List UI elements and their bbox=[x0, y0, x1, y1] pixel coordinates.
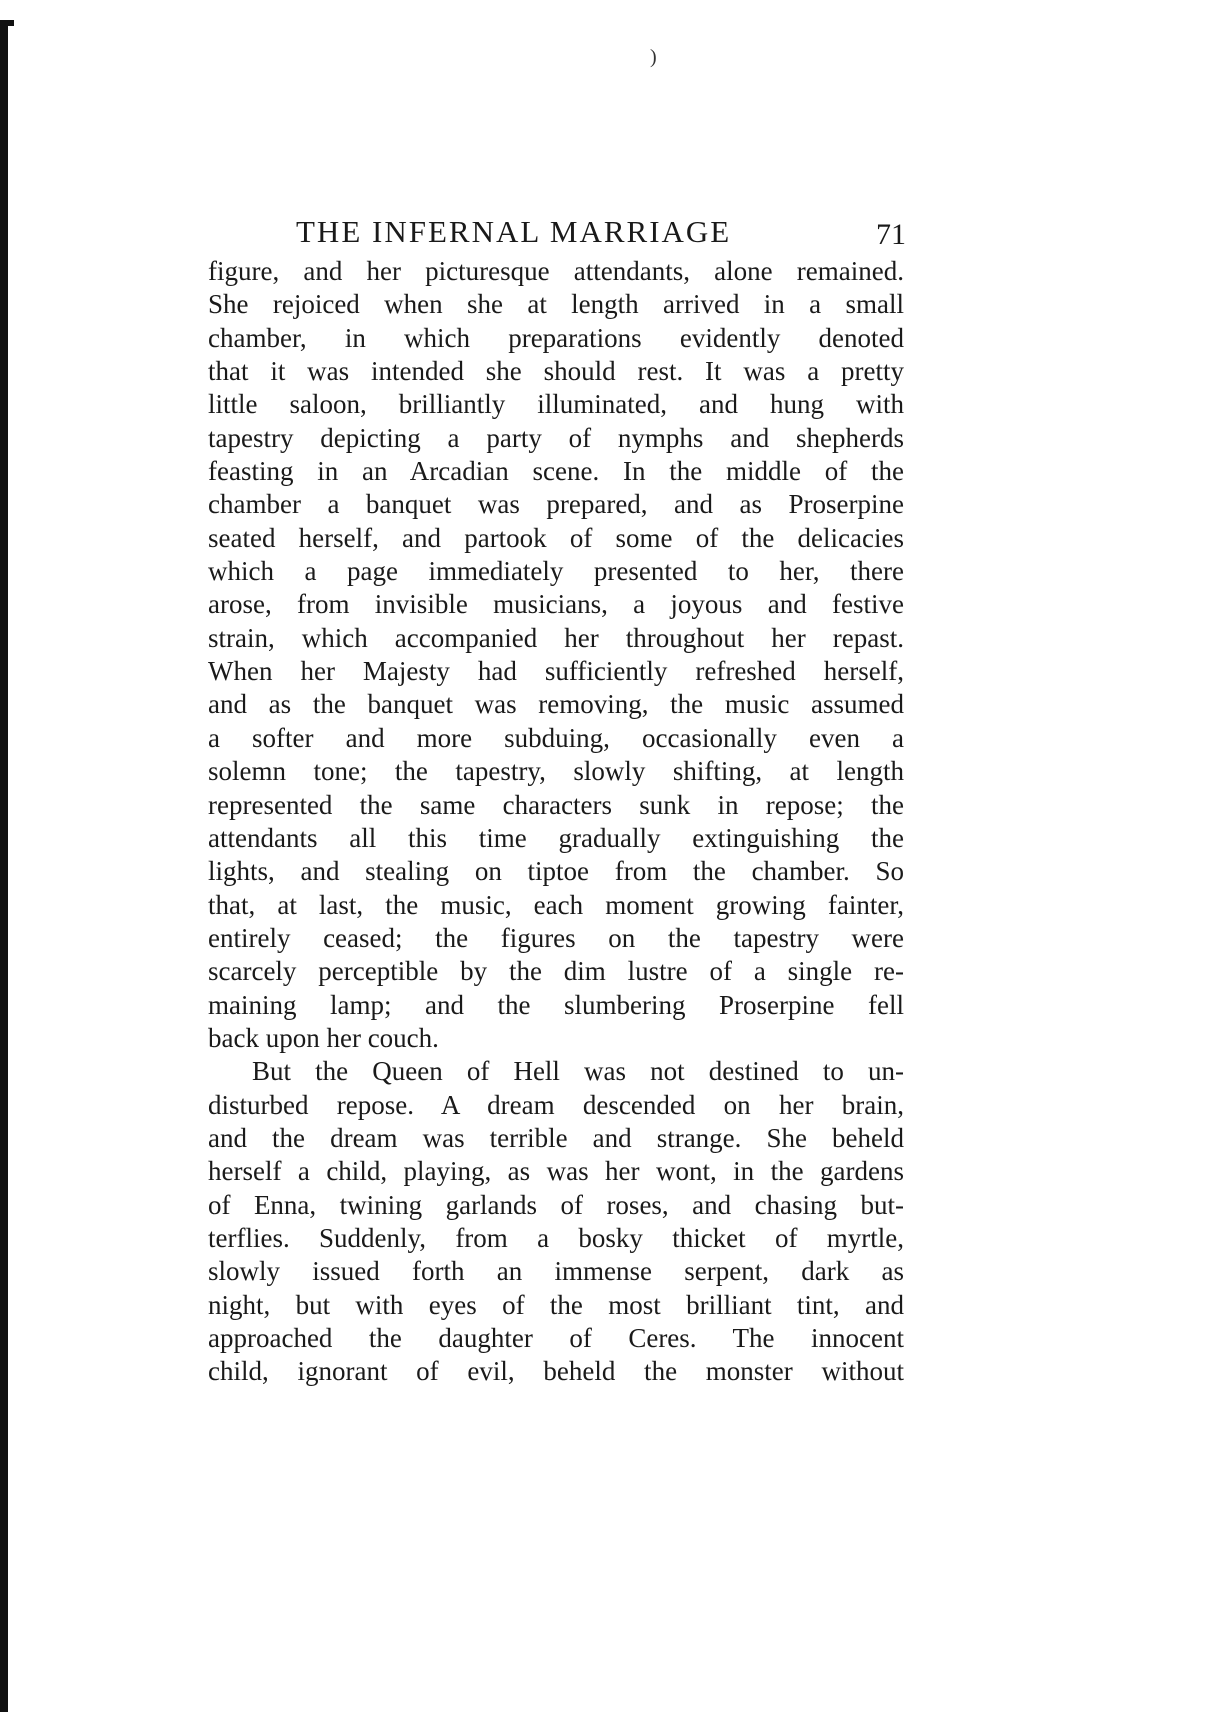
text-line: disturbed repose. A dream descended on her brain, bbox=[208, 1089, 904, 1120]
running-title: THE INFERNAL MARRIAGE bbox=[296, 214, 732, 249]
text-line: arose, from invisible musicians, a joyous and festive bbox=[208, 589, 904, 620]
text-line: a softer and more subduing, occasionally even a bbox=[208, 722, 904, 753]
text-line: seated herself, and partook of some of the delicacies bbox=[208, 522, 904, 553]
text-line: of Enna, twining garlands of roses, and chasing but- bbox=[208, 1189, 904, 1220]
text-line: little saloon, brilliantly illuminated, and hung with bbox=[208, 389, 904, 420]
text-line: and as the banquet was removing, the music assumed bbox=[208, 689, 904, 720]
text-line: child, ignorant of evil, beheld the monster without bbox=[208, 1356, 904, 1387]
text-line: chamber a banquet was prepared, and as Proserpine bbox=[208, 489, 904, 520]
text-line: night, but with eyes of the most brilliant tint, and bbox=[208, 1289, 904, 1320]
text-line: But the Queen of Hell was not destined to un- bbox=[252, 1056, 904, 1087]
text-line: which a page immediately presented to her, there bbox=[208, 556, 904, 587]
paragraph-1 bbox=[208, 255, 904, 1055]
text-line: herself a child, playing, as was her wont, in the gardens bbox=[208, 1156, 904, 1187]
text-line: slowly issued forth an immense serpent, dark as bbox=[208, 1256, 904, 1287]
text-line: represented the same characters sunk in repose; the bbox=[208, 789, 904, 820]
paragraph-2 bbox=[208, 1055, 904, 1388]
text-line: maining lamp; and the slumbering Proserpine fell bbox=[208, 989, 904, 1020]
text-line: terflies. Suddenly, from a bosky thicket of myrtle, bbox=[208, 1222, 904, 1253]
text-line: lights, and stealing on tiptoe from the chamber. So bbox=[208, 856, 904, 887]
text-line: feasting in an Arcadian scene. In the middle of the bbox=[208, 456, 904, 487]
stray-mark: ) bbox=[650, 46, 657, 68]
text-line: back upon her couch. bbox=[208, 1022, 439, 1053]
text-line: and the dream was terrible and strange. She beheld bbox=[208, 1122, 904, 1153]
text-line: scarcely perceptible by the dim lustre of a single re- bbox=[208, 956, 904, 987]
text-line: that, at last, the music, each moment growing fainter, bbox=[208, 889, 904, 920]
text-line: attendants all this time gradually extinguishing the bbox=[208, 822, 904, 853]
text-line: chamber, in which preparations evidently denoted bbox=[208, 322, 904, 353]
binding-edge bbox=[0, 22, 8, 1712]
text-line: solemn tone; the tapestry, slowly shifting, at length bbox=[208, 756, 904, 787]
text-line: strain, which accompanied her throughout her repast. bbox=[208, 622, 904, 653]
text-line: that it was intended she should rest. It was a pretty bbox=[208, 356, 904, 387]
text-line: entirely ceased; the figures on the tapestry were bbox=[208, 922, 904, 953]
text-line: tapestry depicting a party of nymphs and shepherds bbox=[208, 422, 904, 453]
text-line: When her Majesty had sufficiently refreshed herself, bbox=[208, 656, 904, 687]
text-line: approached the daughter of Ceres. The innocent bbox=[208, 1323, 904, 1353]
text-line: figure, and her picturesque attendants, alone remained. bbox=[208, 256, 904, 286]
body-text bbox=[208, 255, 904, 1389]
page-number: 71 bbox=[876, 218, 906, 251]
text-line: She rejoiced when she at length arrived in a small bbox=[208, 289, 904, 320]
